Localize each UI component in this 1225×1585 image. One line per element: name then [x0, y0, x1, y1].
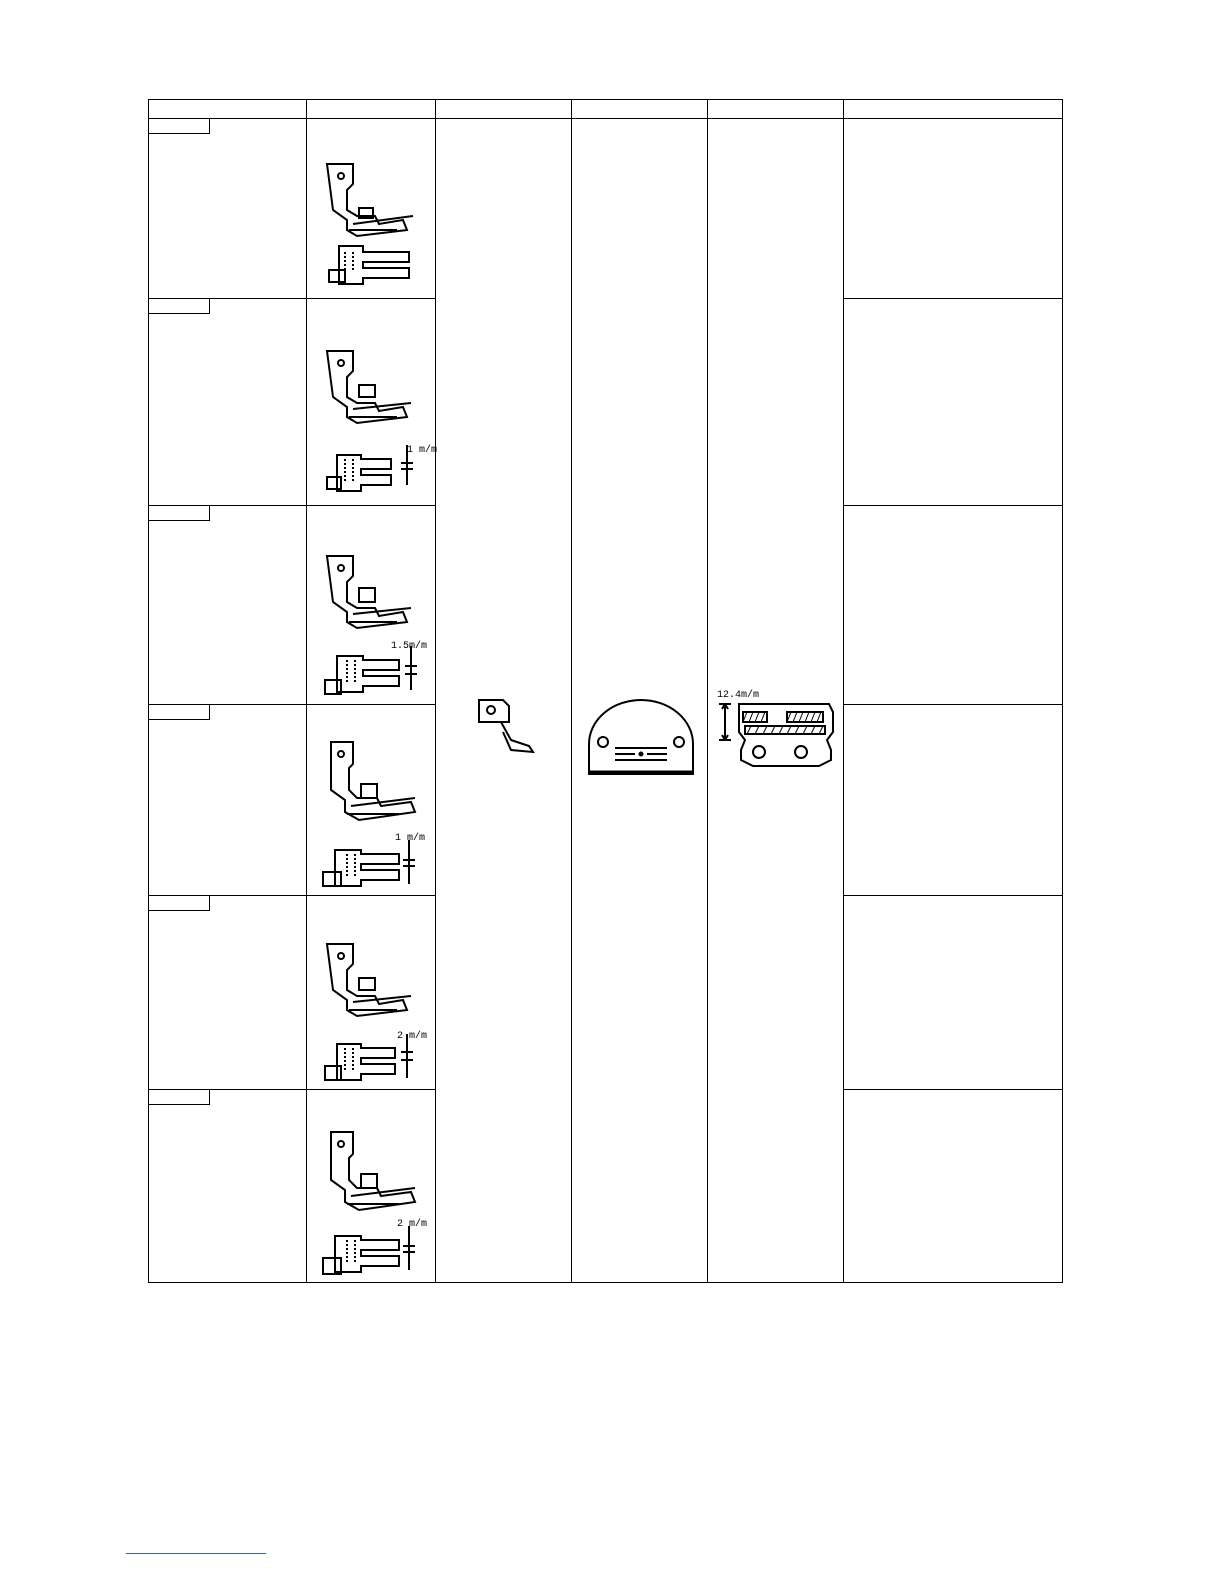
presser-foot-icon: [319, 938, 429, 1088]
presser-foot-icon: [319, 345, 429, 495]
row-label-tab: [149, 1089, 210, 1105]
row-label-tab: [149, 704, 210, 720]
dimension-label: 2 m/m: [397, 1031, 428, 1042]
row-label-tab: [149, 505, 210, 521]
column-divider: [435, 100, 436, 1282]
row-label-tab: [149, 895, 210, 911]
feed-dog-icon: [717, 700, 837, 770]
dimension-label: 1 m/m: [395, 833, 426, 844]
row-label-tab: [149, 298, 210, 314]
dimension-label: 2 m/m: [397, 1219, 428, 1230]
column-divider: [843, 100, 844, 1282]
parts-table: [148, 99, 1063, 1283]
needle-plate-icon: [585, 696, 697, 778]
presser-foot-icon: [319, 550, 429, 700]
row-label-tab: [149, 118, 210, 134]
column-divider: [707, 100, 708, 1282]
dimension-label: 1 m/m: [407, 445, 438, 456]
footer-link-underline[interactable]: [126, 1553, 266, 1554]
presser-foot-icon: [319, 158, 429, 288]
row-divider: [843, 298, 1062, 299]
row-divider: [843, 1089, 1062, 1090]
presser-foot-icon: [317, 1128, 429, 1282]
column-divider: [571, 100, 572, 1282]
row-divider: [843, 895, 1062, 896]
column-divider: [306, 100, 307, 1282]
row-divider: [843, 505, 1062, 506]
row-divider: [843, 704, 1062, 705]
guide-icon: [475, 696, 545, 756]
header-divider: [149, 118, 1062, 119]
presser-foot-icon: [317, 738, 429, 892]
dimension-label: 1.5m/m: [391, 641, 428, 652]
feed-dog-dimension: 12.4m/m: [717, 690, 760, 701]
